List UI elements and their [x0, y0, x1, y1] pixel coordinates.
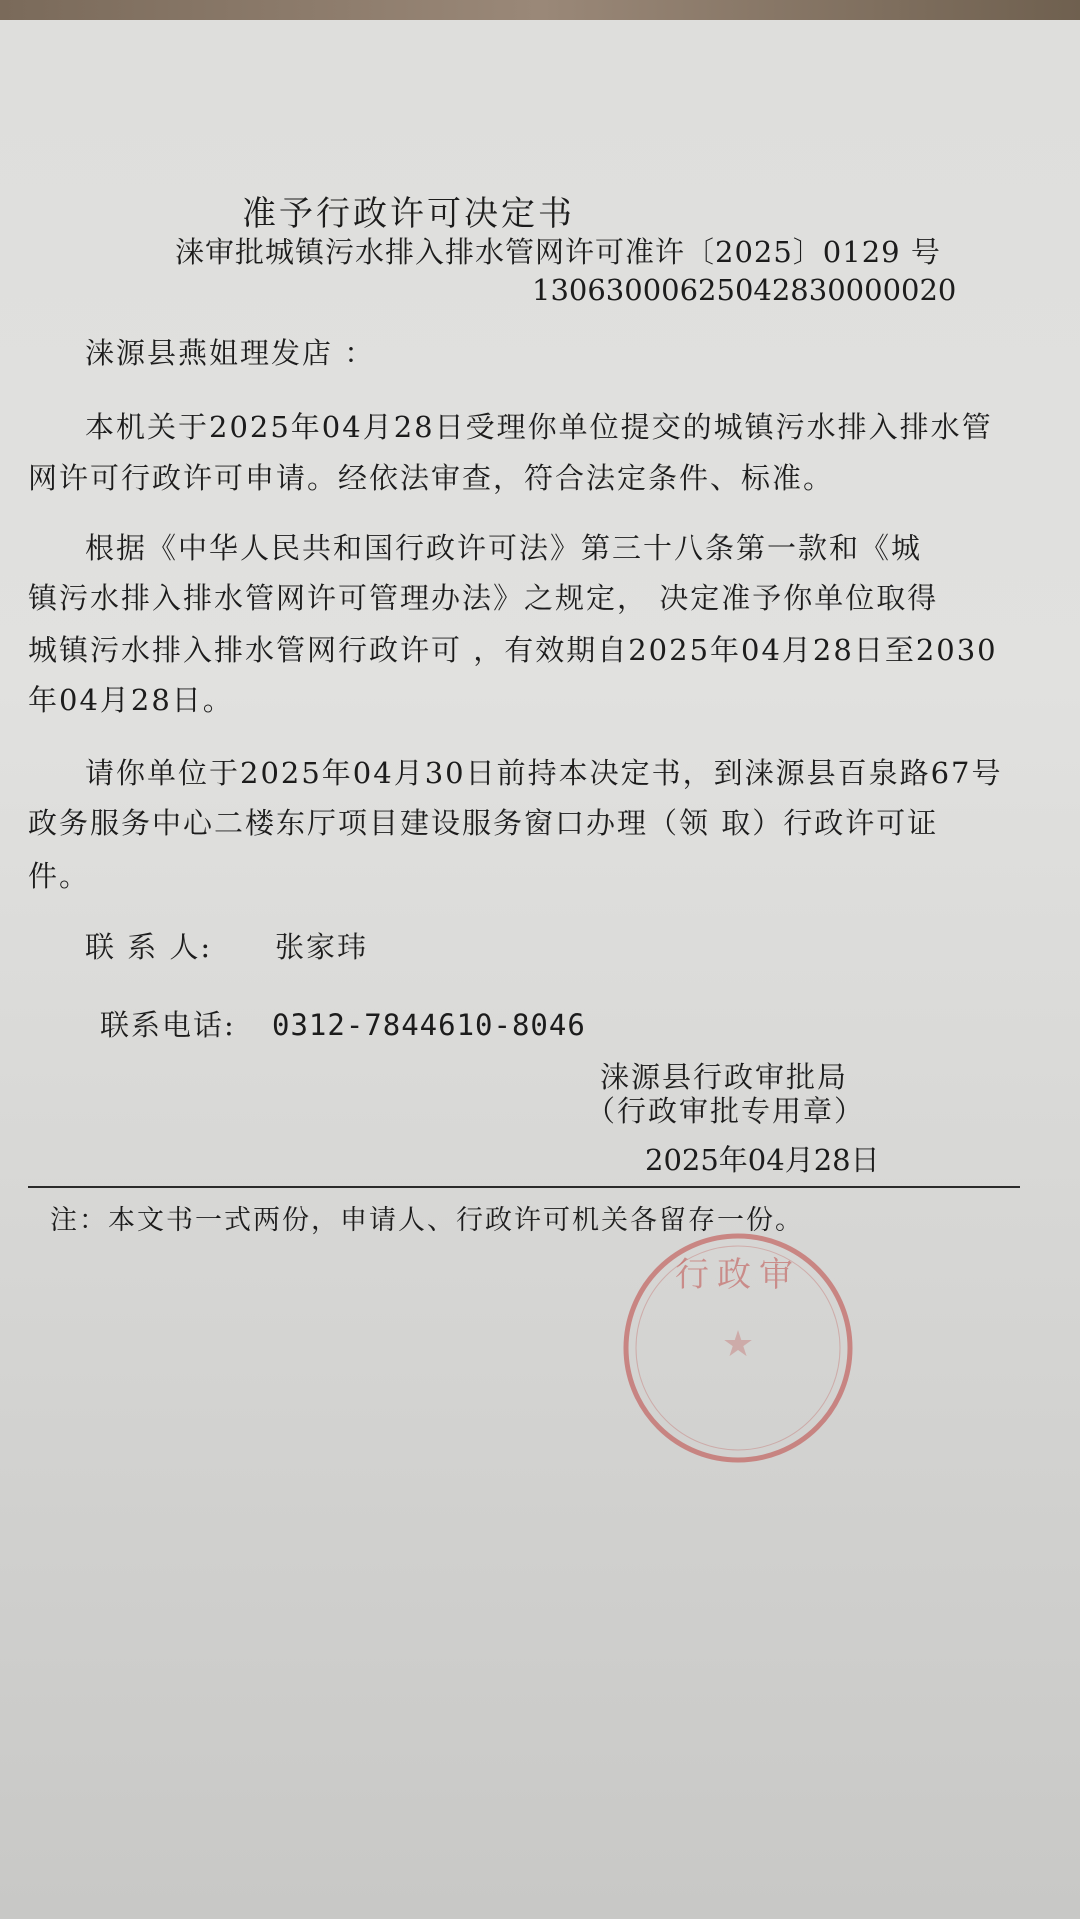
- addressee: 涞源县燕姐理发店 ：: [85, 336, 376, 370]
- paragraph-line: 年04月28日。: [28, 683, 234, 717]
- paragraph-line: 件。: [28, 859, 91, 893]
- paragraph-line: 本机关于2025年04月28日受理你单位提交的城镇污水排入排水管: [85, 410, 993, 444]
- phone-number: 0312-7844610-8046: [272, 1008, 586, 1042]
- paragraph-line: 请你单位于2025年04月30日前持本决定书，到涞源县百泉路67号: [85, 756, 1003, 790]
- document-serial: 13063000625042830000020: [532, 273, 957, 307]
- paragraph-line: 根据《中华人民共和国行政许可法》第三十八条第一款和《城: [85, 531, 923, 565]
- paragraph-line: 政务服务中心二楼东厅项目建设服务窗口办理（领 取）行政许可证: [28, 806, 939, 840]
- paragraph-line: 网许可行政许可申请。经依法审查，符合法定条件、标准。: [28, 461, 835, 495]
- paragraph-line: 镇污水排入排水管网许可管理办法》之规定， 决定准予你单位取得: [28, 581, 939, 615]
- contact-label: 联 系 人:: [85, 930, 213, 964]
- svg-text:行政审: 行政审: [675, 1255, 801, 1295]
- table-edge: [0, 0, 1080, 22]
- official-seal: [618, 1228, 858, 1468]
- footnote: 注：本文书一式两份，申请人、行政许可机关各留存一份。: [50, 1205, 804, 1236]
- svg-text:★: ★: [721, 1324, 755, 1365]
- divider-line: [28, 1186, 1020, 1188]
- issuer-seal-note: （行政审批专用章）: [586, 1094, 866, 1128]
- document-title: 准予行政许可决定书: [242, 194, 575, 234]
- contact-name: 张家玮: [275, 930, 369, 964]
- paragraph-line: 城镇污水排入排水管网行政许可 ，有效期自2025年04月28日至2030: [28, 633, 998, 667]
- phone-label: 联系电话:: [100, 1008, 236, 1042]
- document-number: 涞审批城镇污水排入排水管网许可准许〔2025〕0129 号: [175, 235, 941, 269]
- issuer-name: 涞源县行政审批局: [600, 1060, 849, 1094]
- issue-date: 2025年04月28日: [645, 1143, 880, 1177]
